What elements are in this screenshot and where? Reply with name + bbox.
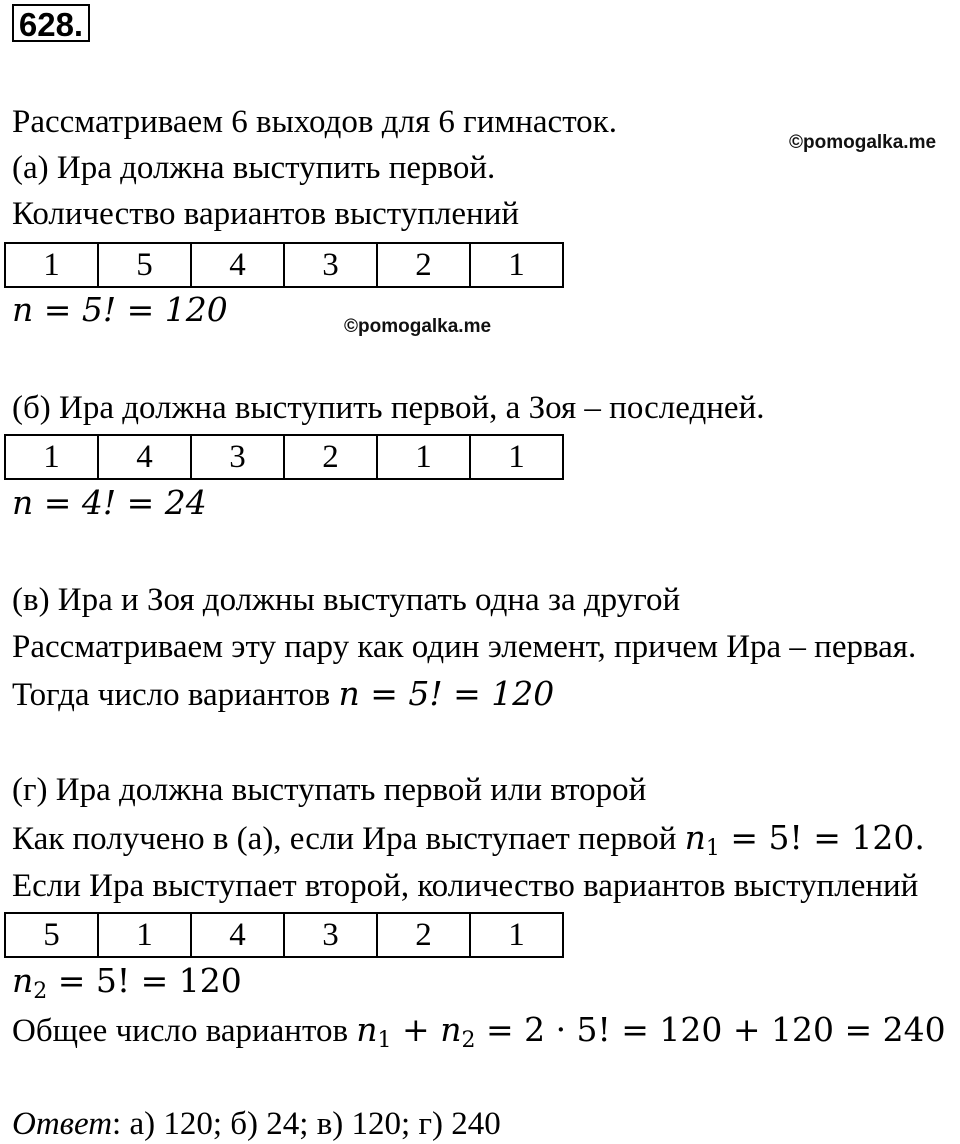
n1-var: n	[684, 818, 706, 857]
table-cell: 5	[5, 913, 98, 957]
part-g-total	[12, 1010, 946, 1061]
table-cell: 1	[470, 435, 563, 479]
table-cell: 4	[191, 243, 284, 287]
table-cell: 1	[5, 435, 98, 479]
table-row	[5, 243, 563, 287]
intro-text: Рассматриваем 6 выходов для 6 гимнасток.	[12, 104, 617, 140]
part-b-heading: (б) Ира должна выступить первой, а Зоя – последней.	[12, 390, 765, 426]
part-v-line1: Рассматриваем эту пару как один элемент, причем Ира – первая.	[12, 629, 917, 665]
n1-sub: 1	[705, 836, 720, 861]
part-v-line2-text: Тогда число вариантов	[12, 677, 339, 713]
part-a-heading: (а) Ира должна выступить первой.	[12, 150, 496, 186]
table-cell: 3	[284, 243, 377, 287]
total-text: Общее число вариантов	[12, 1013, 357, 1049]
table-cell: 1	[470, 913, 563, 957]
watermark: ©pomogalka.me	[344, 316, 492, 337]
table-cell: 1	[98, 913, 191, 957]
total-rest: = 2 · 5! = 120 + 120 = 240	[475, 1010, 946, 1049]
answer-line	[12, 1104, 501, 1144]
part-b-sequence-table	[4, 434, 564, 480]
total-n2-sub: 2	[461, 1028, 476, 1053]
table-cell: 2	[377, 913, 470, 957]
answer-text: : а) 120; б) 24; в) 120; г) 240	[112, 1106, 501, 1142]
table-cell: 4	[98, 435, 191, 479]
table-row	[5, 435, 563, 479]
part-g-line1-text: Как получено в (а), если Ира выступает первой	[12, 821, 685, 857]
n2-sub: 2	[33, 979, 48, 1004]
table-cell: 1	[377, 435, 470, 479]
n2-var: n	[12, 961, 34, 1000]
total-n1-sub: 1	[377, 1028, 392, 1053]
table-cell: 5	[98, 243, 191, 287]
table-cell: 1	[470, 243, 563, 287]
part-v-formula: n = 5! = 120	[338, 674, 555, 713]
part-g-heading: (г) Ира должна выступать первой или второй	[12, 772, 647, 808]
part-g-line1-formula: = 5! = 120.	[719, 818, 925, 857]
table-row	[5, 913, 563, 957]
watermark: ©pomogalka.me	[789, 132, 937, 153]
total-n1-var: n	[356, 1010, 378, 1049]
part-g-sequence-table	[4, 912, 564, 958]
table-cell: 1	[5, 243, 98, 287]
part-g-formula-rest: = 5! = 120	[47, 961, 242, 1000]
problem-number: 628.	[12, 4, 90, 42]
total-n2-var: n	[440, 1010, 462, 1049]
part-g-line1	[12, 818, 925, 869]
table-cell: 3	[191, 435, 284, 479]
answer-label: Ответ	[12, 1106, 113, 1142]
part-a-line: Количество вариантов выступлений	[12, 196, 520, 232]
table-cell: 4	[191, 913, 284, 957]
part-a-formula: n = 5! = 120	[12, 290, 228, 329]
part-g-line2: Если Ира выступает второй, количество вариантов выступлений	[12, 868, 919, 904]
table-cell: 2	[284, 435, 377, 479]
table-cell: 2	[377, 243, 470, 287]
part-a-sequence-table	[4, 242, 564, 288]
part-v-heading: (в) Ира и Зоя должны выступать одна за другой	[12, 582, 681, 618]
part-b-formula: n = 4! = 24	[12, 483, 207, 522]
table-cell: 3	[284, 913, 377, 957]
part-v-line2	[12, 674, 554, 715]
part-g-formula	[12, 961, 242, 1012]
total-plus: +	[391, 1010, 441, 1049]
